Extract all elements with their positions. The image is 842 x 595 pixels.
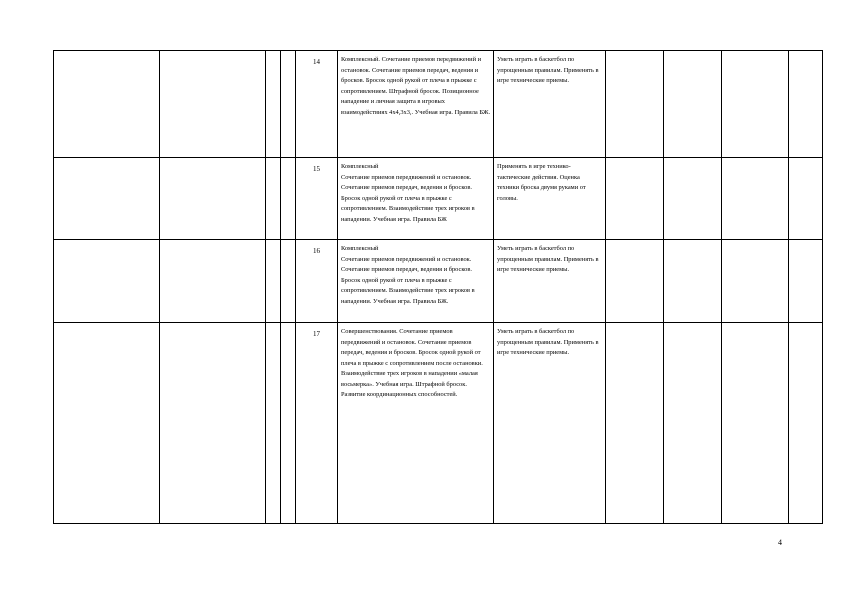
table-row <box>54 51 823 158</box>
table-cell <box>789 323 823 524</box>
lesson-content: Комплексный Сочетание приемов передвижений и остановок. Сочетание приемов передач, ведения и бросков. Бросок одной рукой от плеча в прыжке с сопротивлением. Взаимодействие трех игроков в нападении. Учебная игра. Правила БЖ <box>338 158 494 240</box>
table-cell <box>160 323 266 524</box>
table-row <box>54 323 823 524</box>
table-cell <box>281 51 296 158</box>
table-cell <box>54 323 160 524</box>
table-cell <box>281 158 296 240</box>
table-cell <box>722 51 789 158</box>
lesson-content: Совершенствования. Сочетание приемов передвижений и остановок. Сочетание приемов передач, ведения и бросков. Бросок одной рукой от плеча в прыжке с сопротивлением после остановки. Взаимодействие трех игроков в нападении «малая восьмерка». Учебная игра. Штрафной бросок. Развитие координационных способностей. <box>338 323 494 524</box>
table-cell <box>664 51 722 158</box>
table-cell <box>266 240 281 323</box>
table-cell <box>789 51 823 158</box>
lesson-number: 14 <box>296 51 338 158</box>
table-cell <box>160 158 266 240</box>
table-cell <box>266 158 281 240</box>
table-cell <box>266 51 281 158</box>
table-cell <box>722 158 789 240</box>
lesson-outcome: Уметь играть в баскетбол по упрощенным правилам. Применять в игре технические приемы. <box>494 51 606 158</box>
table-cell <box>722 323 789 524</box>
table-row <box>54 158 823 240</box>
table-cell <box>160 51 266 158</box>
table-cell <box>664 240 722 323</box>
lesson-outcome: Применять в игре технико-тактические действия. Оценка техники броска двумя руками от головы. <box>494 158 606 240</box>
table-cell <box>606 158 664 240</box>
table-cell <box>606 323 664 524</box>
table-cell <box>54 158 160 240</box>
lesson-number: 16 <box>296 240 338 323</box>
table-cell <box>664 323 722 524</box>
lesson-plan-table <box>53 50 823 524</box>
table-cell <box>789 158 823 240</box>
lesson-number: 17 <box>296 323 338 524</box>
lesson-content: Комплексный Сочетание приемов передвижений и остановок. Сочетание приемов передач, ведения и бросков. Бросок одной рукой от плеча в прыжке с сопротивлением. Взаимодействие трех игроков в нападении. Учебная игра. Правила БЖ. <box>338 240 494 323</box>
table-cell <box>266 323 281 524</box>
table-cell <box>722 240 789 323</box>
table-cell <box>606 240 664 323</box>
lesson-number: 15 <box>296 158 338 240</box>
page-number: 4 <box>778 538 782 547</box>
table-cell <box>160 240 266 323</box>
table-cell <box>281 240 296 323</box>
table-cell <box>789 240 823 323</box>
table-cell <box>54 240 160 323</box>
table-cell <box>664 158 722 240</box>
lesson-outcome: Уметь играть в баскетбол по упрощенным правилам. Применять в игре технические приемы. <box>494 323 606 524</box>
lesson-outcome: Уметь играть в баскетбол по упрощенным правилам. Применять в игре технические приемы. <box>494 240 606 323</box>
lesson-content: Комплексный. Сочетание приемов передвижений и остановок. Сочетание приемов передач, ведения и бросков. Бросок одной рукой от плеча в прыжке с сопротивлением. Штрафной бросок. Позиционное нападение и личная защита в игровых взаимодействиях 4х4,3х3,. Учебная игра. Правила БЖ. <box>338 51 494 158</box>
table-cell <box>281 323 296 524</box>
table-row <box>54 240 823 323</box>
table-cell <box>54 51 160 158</box>
table-cell <box>606 51 664 158</box>
